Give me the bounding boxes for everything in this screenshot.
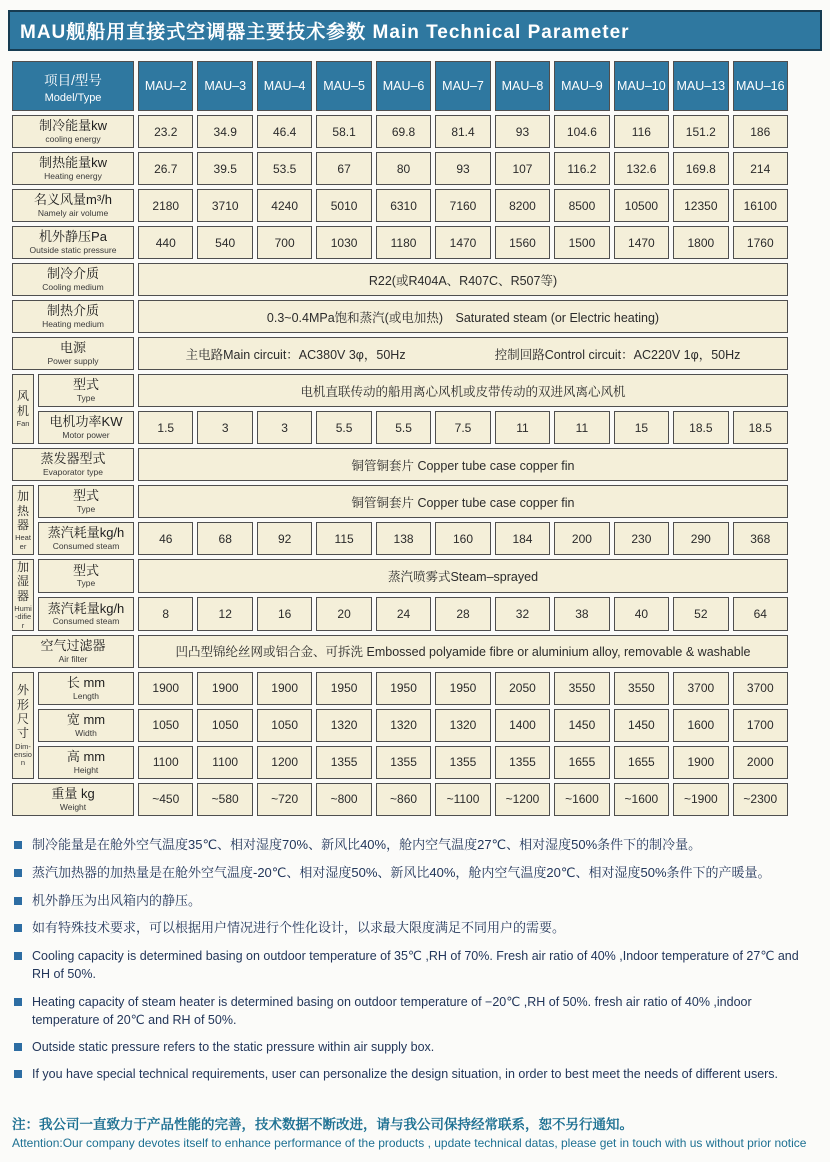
model-header: MAU–16 <box>733 61 788 111</box>
value-cell: 1355 <box>376 746 431 779</box>
note-item <box>12 892 818 911</box>
row-label <box>38 597 134 631</box>
row-label-en: Air filter <box>58 653 88 664</box>
row-label <box>38 672 134 705</box>
row-label-zh: 制冷介质 <box>47 266 100 282</box>
value-cell: 1180 <box>376 226 431 259</box>
row-label <box>12 263 134 296</box>
value-cell: 11 <box>554 411 609 444</box>
row-label-zh: 长 mm <box>66 675 106 691</box>
row-label-en: Heating energy <box>44 170 102 181</box>
row-label <box>12 448 134 481</box>
notes-section <box>12 836 818 1083</box>
row-label-zh: 宽 mm <box>66 712 106 728</box>
value-cell: ~1600 <box>614 783 669 816</box>
bullet-square-icon <box>14 897 22 905</box>
model-header: MAU–4 <box>257 61 312 111</box>
value-cell: 107 <box>495 152 550 185</box>
row-label-zh: 蒸汽耗量kg/h <box>47 525 125 541</box>
span-value-cell: 凹凸型锦纶丝网或铝合金、可拆洗 Embossed polyamide fibre or aluminium alloy, removable & washable <box>138 635 788 668</box>
note-text: 蒸汽加热器的加热量是在舱外空气温度-20℃、相对湿度50%、新风比40%，舱内空气温度20℃、相对湿度50%条件下的产暖量。 <box>32 864 771 880</box>
value-cell: 1320 <box>376 709 431 742</box>
value-cell: 186 <box>733 115 788 148</box>
group-label-en: Fan <box>16 419 30 429</box>
group-label-fan <box>12 374 34 444</box>
value-cell: ~1600 <box>554 783 609 816</box>
row-label-en: cooling energy <box>45 133 101 144</box>
row-power-supply <box>12 337 788 370</box>
model-header: MAU–8 <box>495 61 550 111</box>
model-header: MAU–7 <box>435 61 490 111</box>
row-heating-energy <box>12 152 788 185</box>
value-cell: ~580 <box>197 783 252 816</box>
row-label-zh: 制热介质 <box>47 303 100 319</box>
row-label-zh: 电源 <box>60 340 87 356</box>
value-cell: 28 <box>435 597 490 631</box>
value-cell: 3700 <box>673 672 728 705</box>
row-width <box>12 709 788 742</box>
row-length <box>12 672 788 705</box>
row-label-zh: 高 mm <box>66 749 106 765</box>
note-text: 制冷能量是在舱外空气温度35℃、相对湿度70%、新风比40%，舱内空气温度27℃、相对湿度50%条件下的制冷量。 <box>32 836 702 852</box>
row-label-en: Height <box>73 764 99 775</box>
group-label-en: Heater <box>15 533 31 551</box>
row-label-en: Outside static pressure <box>29 244 117 255</box>
value-cell: 1560 <box>495 226 550 259</box>
note-item <box>12 1038 818 1056</box>
note-item <box>12 864 818 883</box>
note-text: If you have special technical requirements, user can personalize the design situation, in order to best meet the needs of different users. <box>32 1066 779 1081</box>
group-label-en: Dim-ension <box>14 741 32 768</box>
model-header: MAU–6 <box>376 61 431 111</box>
value-cell: 1100 <box>197 746 252 779</box>
group-label-humidifier <box>12 559 34 631</box>
bullet-square-icon <box>14 952 22 960</box>
power-control-circuit: 控制回路Control circuit：AC220V 1φ，50Hz <box>494 347 741 362</box>
corner-header-en: Model/Type <box>44 91 102 104</box>
group-label-zh: 外形尺寸 <box>16 683 29 741</box>
row-label-zh: 蒸发器型式 <box>40 451 106 467</box>
value-cell: 3710 <box>197 189 252 222</box>
value-cell: 46 <box>138 522 193 555</box>
value-cell: 67 <box>316 152 371 185</box>
value-cell: ~720 <box>257 783 312 816</box>
row-label-en: Type <box>76 392 96 403</box>
value-cell: 1950 <box>435 672 490 705</box>
value-cell: 116.2 <box>554 152 609 185</box>
value-cell: 1950 <box>376 672 431 705</box>
row-label <box>12 115 134 148</box>
value-cell: 1050 <box>138 709 193 742</box>
value-cell: 4240 <box>257 189 312 222</box>
attention-en: Attention:Our company devotes itself to enhance performance of the products , update technical datas, please get in touch with us without prior notice <box>12 1136 807 1151</box>
row-air-filter <box>12 635 788 668</box>
value-cell: 1355 <box>316 746 371 779</box>
value-cell: 40 <box>614 597 669 631</box>
value-cell: 1450 <box>614 709 669 742</box>
span-value-cell: 蒸汽喷雾式Steam–sprayed <box>138 559 788 593</box>
model-header: MAU–2 <box>138 61 193 111</box>
note-item <box>12 947 818 983</box>
row-motor-power <box>12 411 788 444</box>
value-cell: 5010 <box>316 189 371 222</box>
value-cell: 1800 <box>673 226 728 259</box>
value-cell: 290 <box>673 522 728 555</box>
value-cell: 23.2 <box>138 115 193 148</box>
value-cell: 104.6 <box>554 115 609 148</box>
value-cell: 1320 <box>435 709 490 742</box>
row-label-zh: 空气过滤器 <box>40 638 106 654</box>
value-cell: 24 <box>376 597 431 631</box>
value-cell: 1450 <box>554 709 609 742</box>
attention-section <box>12 1113 818 1150</box>
page-title: MAU舰船用直接式空调器主要技术参数 Main Technical Parameter <box>8 10 822 51</box>
group-label-dimension <box>12 672 34 779</box>
value-cell: 8200 <box>495 189 550 222</box>
value-cell: 1470 <box>614 226 669 259</box>
row-label-zh: 机外静压Pa <box>39 229 107 245</box>
value-cell: 15 <box>614 411 669 444</box>
row-heating-medium <box>12 300 788 333</box>
value-cell: 1900 <box>197 672 252 705</box>
value-cell: 16 <box>257 597 312 631</box>
value-cell: 32 <box>495 597 550 631</box>
span-value-cell: 铜管铜套片 Copper tube case copper fin <box>138 448 788 481</box>
row-label <box>38 411 134 444</box>
value-cell: 3700 <box>733 672 788 705</box>
group-label-zh: 风机 <box>16 389 29 418</box>
value-cell: 5.5 <box>316 411 371 444</box>
row-humidifier-steam <box>12 597 788 631</box>
value-cell: 68 <box>197 522 252 555</box>
value-cell: 12 <box>197 597 252 631</box>
model-header: MAU–10 <box>614 61 669 111</box>
value-cell: 214 <box>733 152 788 185</box>
value-cell: 1.5 <box>138 411 193 444</box>
value-cell: 1655 <box>554 746 609 779</box>
value-cell: 18.5 <box>673 411 728 444</box>
value-cell: 6310 <box>376 189 431 222</box>
value-cell: 11 <box>495 411 550 444</box>
value-cell: ~2300 <box>733 783 788 816</box>
row-header <box>12 61 788 111</box>
row-label-zh: 制冷能量kw <box>39 118 107 134</box>
value-cell: 540 <box>197 226 252 259</box>
span-value-cell: 铜管铜套片 Copper tube case copper fin <box>138 485 788 518</box>
value-cell: 1050 <box>257 709 312 742</box>
value-cell: 3550 <box>554 672 609 705</box>
power-main-circuit: 主电路Main circuit：AC380V 3φ，50Hz <box>185 347 406 362</box>
value-cell: 138 <box>376 522 431 555</box>
spec-table <box>8 57 792 820</box>
group-label-heater <box>12 485 34 555</box>
row-label <box>12 635 134 668</box>
model-header: MAU–3 <box>197 61 252 111</box>
value-cell: 10500 <box>614 189 669 222</box>
value-cell: ~1100 <box>435 783 490 816</box>
value-cell: 115 <box>316 522 371 555</box>
row-fan-type <box>12 374 788 407</box>
group-label-en: Humi-difier <box>14 604 32 630</box>
row-label-zh: 蒸汽耗量kg/h <box>47 600 125 616</box>
value-cell: 92 <box>257 522 312 555</box>
bullet-square-icon <box>14 1070 22 1078</box>
value-cell: 52 <box>673 597 728 631</box>
value-cell: 7160 <box>435 189 490 222</box>
value-cell: 81.4 <box>435 115 490 148</box>
row-label <box>12 152 134 185</box>
value-cell: 3550 <box>614 672 669 705</box>
row-label-en: Type <box>76 503 96 514</box>
value-cell: ~800 <box>316 783 371 816</box>
value-cell: 1500 <box>554 226 609 259</box>
value-cell: 58.1 <box>316 115 371 148</box>
value-cell: 1100 <box>138 746 193 779</box>
value-cell: 1600 <box>673 709 728 742</box>
row-label-en: Evaporator type <box>43 466 104 477</box>
value-cell: 1030 <box>316 226 371 259</box>
value-cell: 200 <box>554 522 609 555</box>
row-label <box>12 300 134 333</box>
note-text: 机外静压为出风箱内的静压。 <box>32 892 202 908</box>
note-text: Outside static pressure refers to the static pressure within air supply box. <box>32 1039 435 1054</box>
value-cell: 20 <box>316 597 371 631</box>
value-cell: 64 <box>733 597 788 631</box>
value-cell: 8 <box>138 597 193 631</box>
bullet-square-icon <box>14 841 22 849</box>
row-heater-type <box>12 485 788 518</box>
note-item <box>12 836 818 855</box>
row-label-zh: 型式 <box>73 377 100 393</box>
value-cell: 184 <box>495 522 550 555</box>
model-header: MAU–5 <box>316 61 371 111</box>
row-label <box>38 485 134 518</box>
row-label-en: Heating medium <box>42 318 104 329</box>
row-label-en: Weight <box>59 801 87 812</box>
value-cell: 12350 <box>673 189 728 222</box>
row-label-zh: 型式 <box>73 562 100 578</box>
value-cell: ~1900 <box>673 783 728 816</box>
row-label-en: Length <box>73 690 99 701</box>
value-cell: 1200 <box>257 746 312 779</box>
bullet-square-icon <box>14 1043 22 1051</box>
value-cell: 53.5 <box>257 152 312 185</box>
value-cell: 8500 <box>554 189 609 222</box>
value-cell: 3 <box>257 411 312 444</box>
row-label <box>38 522 134 555</box>
row-label-en: Motor power <box>62 429 110 440</box>
value-cell: 1900 <box>673 746 728 779</box>
row-label-zh: 电机功率KW <box>49 414 123 430</box>
value-cell: 26.7 <box>138 152 193 185</box>
value-cell: ~450 <box>138 783 193 816</box>
row-label <box>38 746 134 779</box>
value-cell: 151.2 <box>673 115 728 148</box>
value-cell: 3 <box>197 411 252 444</box>
value-cell: 1950 <box>316 672 371 705</box>
row-weight <box>12 783 788 816</box>
value-cell: 1355 <box>495 746 550 779</box>
note-text: Heating capacity of steam heater is determined basing on outdoor temperature of −20℃ ,RH of 50%. fresh air ratio of 40% ,indoor temperature of 20℃ and RH of 50%. <box>32 994 752 1027</box>
value-cell: 132.6 <box>614 152 669 185</box>
row-height <box>12 746 788 779</box>
span-value-cell: R22(或R404A、R407C、R507等) <box>138 263 788 296</box>
bullet-square-icon <box>14 869 22 877</box>
row-label <box>12 189 134 222</box>
value-cell: 93 <box>495 115 550 148</box>
row-label-en: Cooling medium <box>42 281 104 292</box>
value-cell: 1900 <box>138 672 193 705</box>
row-label <box>38 374 134 407</box>
value-cell: 2180 <box>138 189 193 222</box>
value-cell: 1655 <box>614 746 669 779</box>
corner-header-zh: 项目/型号 <box>44 72 102 88</box>
row-label-zh: 制热能量kw <box>39 155 107 171</box>
note-text: Cooling capacity is determined basing on outdoor temperature of 35℃ ,RH of 70%. Fresh air ratio of 40% ,Indoor temperature of 27℃ and RH of 50%. <box>32 949 799 982</box>
value-cell: 38 <box>554 597 609 631</box>
value-cell: 2050 <box>495 672 550 705</box>
row-label-en: Power supply <box>47 355 99 366</box>
bullet-square-icon <box>14 924 22 932</box>
value-cell: 1050 <box>197 709 252 742</box>
attention-zh: 注：我公司一直致力于产品性能的完善，技术数据不断改进，请与我公司保持经常联系，恕不另行通知。 <box>12 1117 633 1133</box>
row-label-en: Consumed steam <box>52 540 120 551</box>
value-cell: 16100 <box>733 189 788 222</box>
value-cell: 46.4 <box>257 115 312 148</box>
value-cell: 80 <box>376 152 431 185</box>
row-label <box>38 559 134 593</box>
row-air-volume <box>12 189 788 222</box>
row-label-en: Consumed steam <box>52 616 120 627</box>
value-cell: 169.8 <box>673 152 728 185</box>
span-value-cell: 0.3~0.4MPa饱和蒸汽(或电加热) Saturated steam (or Electric heating) <box>138 300 788 333</box>
row-label <box>12 783 134 816</box>
row-cooling-energy <box>12 115 788 148</box>
value-cell: 93 <box>435 152 490 185</box>
value-cell: 1355 <box>435 746 490 779</box>
value-cell: 116 <box>614 115 669 148</box>
value-cell: 700 <box>257 226 312 259</box>
value-cell: 1470 <box>435 226 490 259</box>
row-static-pressure <box>12 226 788 259</box>
note-item <box>12 919 818 938</box>
row-label <box>12 337 134 370</box>
model-header: MAU–9 <box>554 61 609 111</box>
value-cell: 1700 <box>733 709 788 742</box>
row-label-en: Namely air volume <box>37 207 109 218</box>
value-cell: ~1200 <box>495 783 550 816</box>
value-cell: 2000 <box>733 746 788 779</box>
row-label-zh: 名义风量m³/h <box>34 192 113 208</box>
value-cell: 440 <box>138 226 193 259</box>
value-cell: 160 <box>435 522 490 555</box>
note-text: 如有特殊技术要求，可以根据用户情况进行个性化设计，以求最大限度满足不同用户的需要。 <box>32 920 566 936</box>
row-label <box>12 226 134 259</box>
row-label-en: Type <box>76 578 96 589</box>
value-cell: 1760 <box>733 226 788 259</box>
value-cell: 34.9 <box>197 115 252 148</box>
span-value-cell: 电机直联传动的船用离心风机或皮带传动的双进风离心风机 <box>138 374 788 407</box>
row-cooling-medium <box>12 263 788 296</box>
value-cell: 230 <box>614 522 669 555</box>
row-heater-steam <box>12 522 788 555</box>
value-cell: 18.5 <box>733 411 788 444</box>
value-cell: 1900 <box>257 672 312 705</box>
note-item <box>12 1065 818 1083</box>
model-header: MAU–13 <box>673 61 728 111</box>
group-label-zh: 加热器 <box>16 489 29 532</box>
span-value-cell <box>138 337 788 370</box>
value-cell: 69.8 <box>376 115 431 148</box>
corner-header <box>12 61 134 111</box>
bullet-square-icon <box>14 998 22 1006</box>
row-evaporator <box>12 448 788 481</box>
value-cell: 5.5 <box>376 411 431 444</box>
value-cell: 1400 <box>495 709 550 742</box>
value-cell: 1320 <box>316 709 371 742</box>
value-cell: ~860 <box>376 783 431 816</box>
row-label <box>38 709 134 742</box>
note-item <box>12 993 818 1029</box>
value-cell: 7.5 <box>435 411 490 444</box>
row-label-zh: 重量 kg <box>51 786 95 802</box>
row-label-zh: 型式 <box>73 488 100 504</box>
value-cell: 368 <box>733 522 788 555</box>
row-humidifier-type <box>12 559 788 593</box>
row-label-en: Width <box>75 727 97 738</box>
value-cell: 39.5 <box>197 152 252 185</box>
group-label-zh: 加湿器 <box>16 560 29 603</box>
